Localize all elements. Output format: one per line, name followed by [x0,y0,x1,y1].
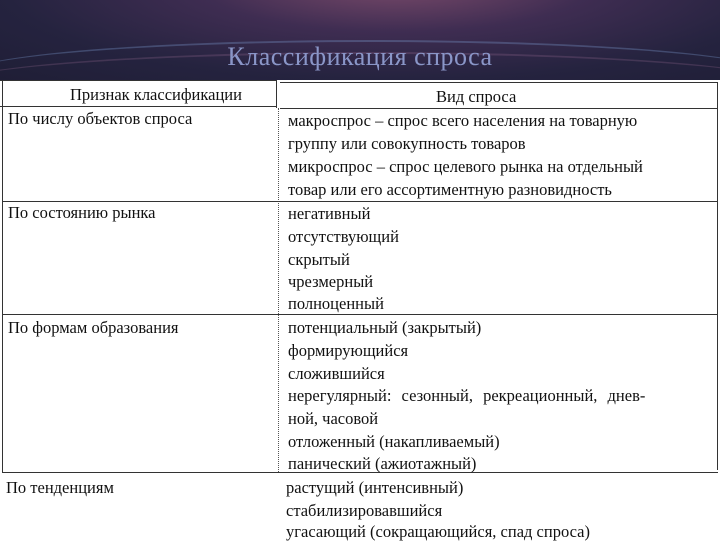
table-border [0,80,276,81]
table-border [2,80,3,472]
demand-type-line: товар или его ассортиментную разновидность [288,180,612,199]
classification-table [0,80,720,540]
header-criterion: Признак классификации [70,85,242,104]
demand-type-line: микроспрос – спрос целевого рынка на отдельный [288,157,643,176]
row-criterion: По состоянию рынка [8,203,156,222]
slide-header [0,0,720,80]
demand-type-line: нерегулярный: сезонный, рекреационный, днев- [288,386,646,405]
demand-type-line: отсутствующий [288,227,399,246]
demand-type-line: потенциальный (закрытый) [288,318,482,337]
demand-type-line: формирующийся [288,341,409,360]
table-border [280,82,718,83]
demand-type-line: полноценный [288,294,384,313]
demand-type-line: угасающий (сокращающийся, спад спроса) [286,522,590,541]
slide-title: Классификация спроса [227,42,493,71]
demand-type-line: скрытый [288,250,350,269]
demand-type-line: стабилизировавшийся [286,501,443,520]
demand-type-line: ной, часовой [288,409,379,428]
demand-type-line: отложенный (накапливаемый) [288,432,500,451]
demand-type-line: негативный [288,204,371,223]
demand-type-line: растущий (интенсивный) [286,478,464,497]
demand-type-line: сложившийся [288,364,385,383]
demand-type-line: макроспрос – спрос всего населения на товарную [288,111,638,130]
column-divider [278,108,280,472]
row-criterion: По тенденциям [6,478,114,497]
table-border [717,82,718,470]
demand-type-line: чрезмерный [288,272,374,291]
demand-type-line: панический (ажиотажный) [288,454,477,473]
header-demand-type: Вид спроса [436,87,517,106]
demand-type-line: группу или совокупность товаров [288,134,526,153]
row-criterion: По формам образования [8,318,179,337]
table-border [276,80,277,108]
row-criterion: По числу объектов спроса [8,109,193,128]
